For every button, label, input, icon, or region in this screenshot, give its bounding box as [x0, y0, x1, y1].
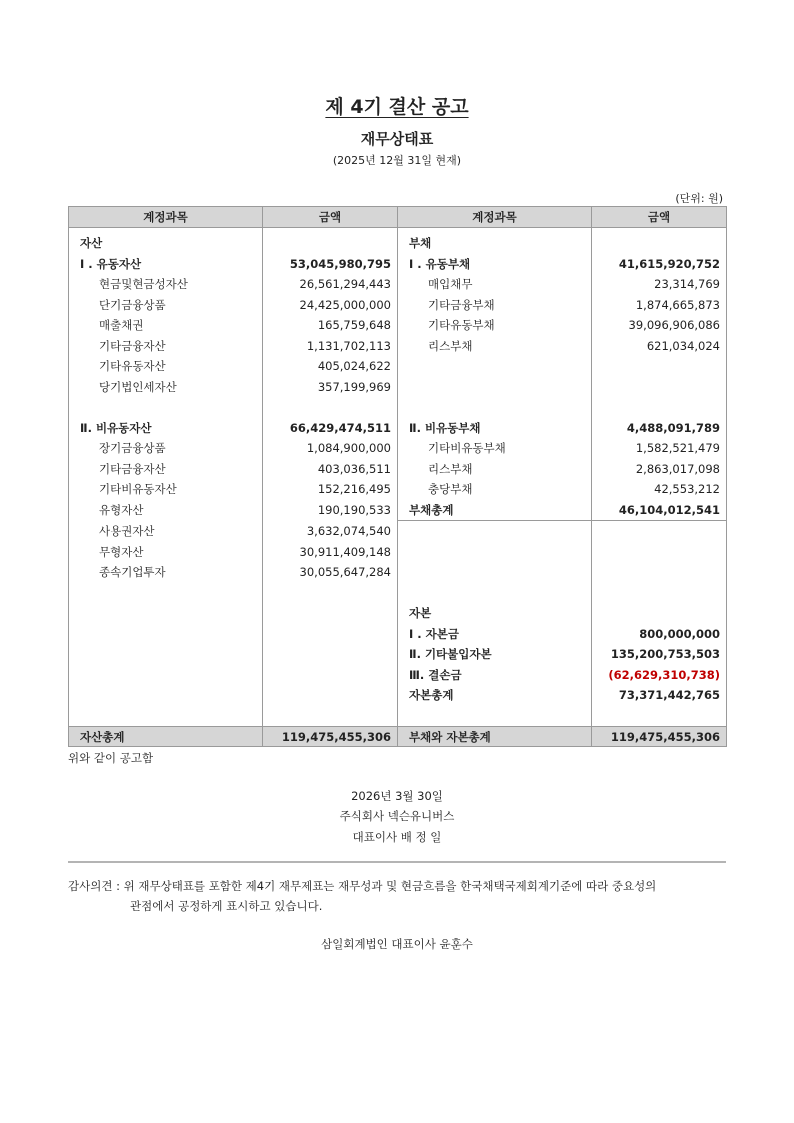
equity-section-label: 자본: [398, 603, 592, 624]
table-row: [69, 295, 727, 316]
account-amount: 152,216,495: [263, 479, 398, 500]
table-row: [69, 315, 727, 336]
table-row: [69, 500, 727, 521]
as-of-date: (2025년 12월 31일 현재): [332, 154, 462, 167]
table-row: [69, 228, 727, 254]
account-amount: 42,553,212: [592, 479, 727, 500]
table-row: [69, 665, 727, 686]
noncurrent-assets-total: 66,429,474,511: [263, 418, 398, 439]
total-liab-equity-label: 부채와 자본총계: [398, 727, 592, 747]
audit-opinion-line-1: 감사의견 : 위 재무상태표를 포함한 제4기 재무제표는 재무성과 및 현금흐름을 한국채택국제회계기준에 따라 중요성의: [68, 879, 657, 893]
account-amount: 1,582,521,479: [592, 438, 727, 459]
table-header-row: [69, 207, 727, 228]
spacer-row: [69, 583, 727, 604]
ceo-name: 대표이사 배 정 일: [352, 830, 442, 844]
current-assets-label: I . 유동자산: [69, 254, 263, 275]
header-account-left: 계정과목: [69, 207, 263, 228]
statement-title: 재무상태표: [360, 130, 434, 148]
table-row: [69, 521, 727, 542]
account-name: 당기법인세자산: [69, 377, 263, 398]
noncurrent-assets-label: Ⅱ. 비유동자산: [69, 418, 263, 439]
account-name: 현금및현금성자산: [69, 274, 263, 295]
account-amount: 621,034,024: [592, 336, 727, 357]
account-name: 매출채권: [69, 315, 263, 336]
totals-row: [69, 727, 727, 747]
noncurrent-liabilities-total: 4,488,091,789: [592, 418, 727, 439]
total-liab-equity-amount: 119,475,455,306: [592, 727, 727, 747]
table-row: [69, 562, 727, 583]
table-row: [69, 336, 727, 357]
unit-label: (단위: 원): [675, 192, 723, 205]
account-amount: 190,190,533: [263, 500, 398, 521]
account-name: 종속기업투자: [69, 562, 263, 583]
total-liabilities-amount: 46,104,012,541: [592, 500, 727, 521]
account-amount: 3,632,074,540: [263, 521, 398, 542]
audit-opinion-label: 감사의견 :: [68, 879, 120, 893]
notice-title: 제 4기 결산 공고: [325, 96, 469, 118]
table-row: [69, 459, 727, 480]
total-equity-amount: 73,371,442,765: [592, 685, 727, 706]
account-amount: 1,084,900,000: [263, 438, 398, 459]
divider: [68, 861, 726, 863]
account-name: 기타금융자산: [69, 459, 263, 480]
account-amount: 1,131,702,113: [263, 336, 398, 357]
account-name: 기타금융자산: [69, 336, 263, 357]
account-amount: 39,096,906,086: [592, 315, 727, 336]
total-assets-label: 자산총계: [69, 727, 263, 747]
notice-date: 2026년 3월 30일: [351, 789, 443, 803]
auditor-name: 삼일회계법인 대표이사 윤훈수: [321, 937, 473, 951]
account-name: 단기금융상품: [69, 295, 263, 316]
table-row: [69, 479, 727, 500]
account-amount: 30,911,409,148: [263, 542, 398, 563]
account-name: 기타금융부채: [398, 295, 592, 316]
account-name: 충당부채: [398, 479, 592, 500]
account-name: 유형자산: [69, 500, 263, 521]
account-name: 장기금융상품: [69, 438, 263, 459]
liabilities-section-label: 부채: [398, 228, 592, 254]
account-amount: 26,561,294,443: [263, 274, 398, 295]
total-equity-label: 자본총계: [398, 685, 592, 706]
company-name: 주식회사 넥슨유니버스: [339, 809, 455, 823]
equity-item-amount: 800,000,000: [592, 624, 727, 645]
account-name: 기타유동부채: [398, 315, 592, 336]
account-name: 기타유동자산: [69, 356, 263, 377]
header-amount-right: 금액: [592, 207, 727, 228]
current-assets-total: 53,045,980,795: [263, 254, 398, 275]
account-amount: 30,055,647,284: [263, 562, 398, 583]
account-amount: 403,036,511: [263, 459, 398, 480]
account-amount: 165,759,648: [263, 315, 398, 336]
header-amount-left: 금액: [263, 207, 398, 228]
audit-opinion-line-2: 관점에서 공정하게 표시하고 있습니다.: [130, 899, 323, 913]
spacer-row: [69, 706, 727, 727]
assets-section-label: 자산: [69, 228, 263, 254]
account-amount: 2,863,017,098: [592, 459, 727, 480]
account-amount: 23,314,769: [592, 274, 727, 295]
equity-item-amount: 135,200,753,503: [592, 644, 727, 665]
table-row: [69, 438, 727, 459]
current-liabilities-label: I . 유동부채: [398, 254, 592, 275]
balance-sheet-table: [68, 206, 727, 747]
table-row: [69, 624, 727, 645]
spacer-row: [69, 397, 727, 418]
table-row: [69, 356, 727, 377]
account-name: 무형자산: [69, 542, 263, 563]
table-row: [69, 418, 727, 439]
noncurrent-liabilities-label: Ⅱ. 비유동부채: [398, 418, 592, 439]
equity-item-name: I . 자본금: [398, 624, 592, 645]
table-row: [69, 644, 727, 665]
table-row: [69, 685, 727, 706]
table-row: [69, 274, 727, 295]
account-name: 사용권자산: [69, 521, 263, 542]
account-amount: 1,874,665,873: [592, 295, 727, 316]
deficit-amount: (62,629,310,738): [592, 665, 727, 686]
table-row: [69, 377, 727, 398]
table-row: [69, 254, 727, 275]
account-amount: 24,425,000,000: [263, 295, 398, 316]
account-name: 리스부채: [398, 336, 592, 357]
notice-text: 위와 같이 공고함: [68, 751, 154, 765]
table-row: [69, 542, 727, 563]
account-name: 기타비유동부채: [398, 438, 592, 459]
current-liabilities-total: 41,615,920,752: [592, 254, 727, 275]
account-name: 매입채무: [398, 274, 592, 295]
equity-item-name: Ⅲ. 결손금: [398, 665, 592, 686]
total-assets-amount: 119,475,455,306: [263, 727, 398, 747]
audit-opinion: [68, 876, 728, 916]
account-amount: 405,024,622: [263, 356, 398, 377]
account-amount: 357,199,969: [263, 377, 398, 398]
account-name: 기타비유동자산: [69, 479, 263, 500]
account-name: 리스부채: [398, 459, 592, 480]
total-liabilities-label: 부채총계: [398, 500, 592, 521]
equity-item-name: Ⅱ. 기타불입자본: [398, 644, 592, 665]
header-account-right: 계정과목: [398, 207, 592, 228]
table-row: [69, 603, 727, 624]
